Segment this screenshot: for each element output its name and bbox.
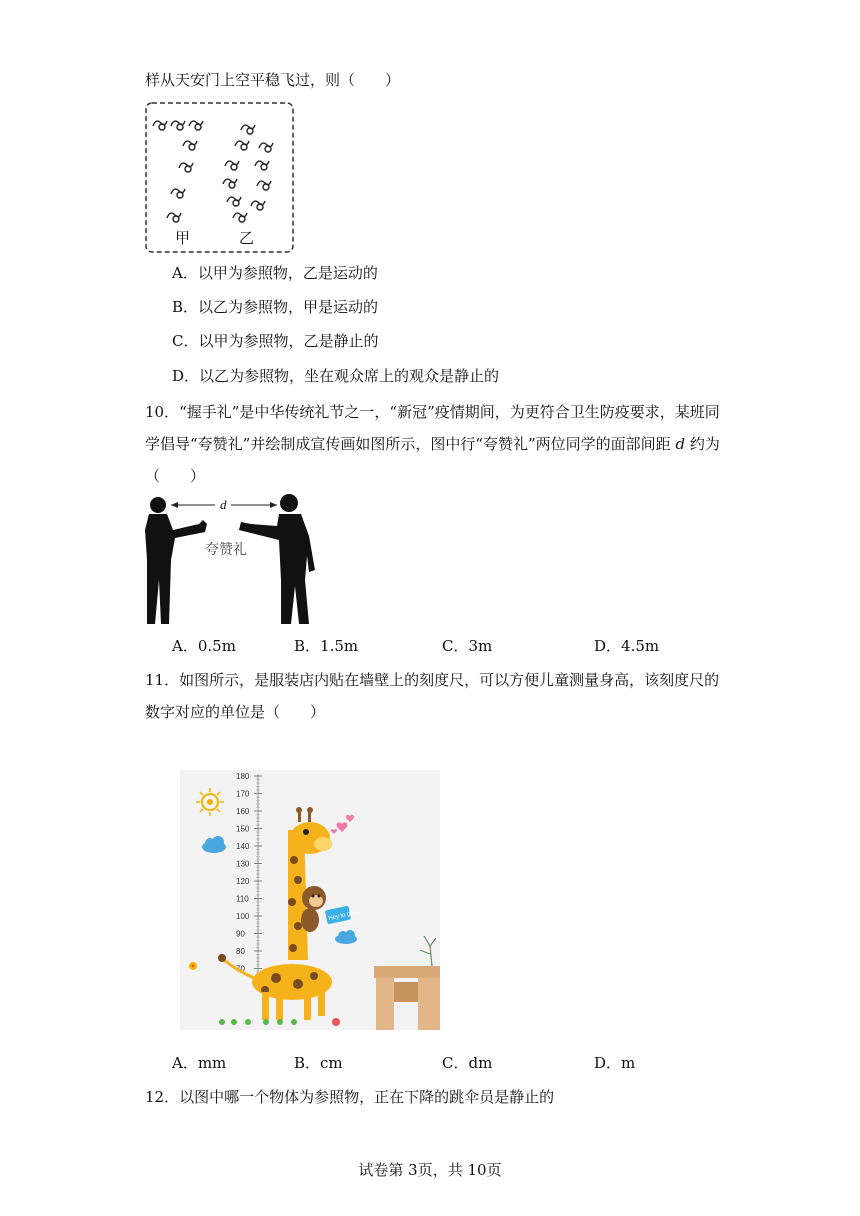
q10-d-label: d: [220, 497, 227, 512]
q10-caption: 夸赞礼: [205, 541, 247, 557]
q9-option-b: B．以乙为参照物，甲是运动的: [172, 298, 379, 316]
q10-line2-before: 学倡导“夸赞礼”并绘制成宣传画如图所示，图中行“夸赞礼”两位同学的面部间距: [145, 435, 671, 453]
ground-flower-icon: [332, 1018, 340, 1026]
q11-option-d: D．m: [594, 1054, 636, 1072]
airplane-icon: [171, 189, 185, 198]
q9-option-a: A．以甲为参照物，乙是运动的: [172, 264, 378, 282]
ruler-tick-label: 120: [236, 877, 250, 886]
q9-stem-tail: 样从天安门上空平稳飞过，则（ ）: [145, 71, 401, 89]
q10-line2-after: 约为: [689, 435, 720, 453]
q10-left-person: [145, 497, 207, 624]
airplane-icon: [255, 161, 269, 170]
q10-option-b: B．1.5m: [294, 637, 359, 655]
ruler-tick-label: 70: [236, 964, 245, 974]
q11-figure: [180, 770, 440, 1030]
airplane-icon: [223, 179, 237, 188]
q9-dashed-frame: [146, 103, 293, 252]
airplane-icon: [233, 213, 247, 222]
airplane-icon: [225, 161, 239, 170]
q12-line1: 12．以图中哪一个物体为参照物，正在下降的跳伞员是静止的: [145, 1088, 555, 1106]
q10-figure: [143, 490, 318, 628]
q11-option-a: A．mm: [172, 1054, 227, 1072]
q10-line2: [145, 434, 720, 454]
q10-right-person: [239, 494, 315, 624]
ruler-tick-label: 140: [236, 842, 250, 851]
q11-line1: 11．如图所示，是服装店内贴在墙壁上的刻度尺，可以方便儿童测量身高，该刻度尺的: [145, 671, 720, 689]
q10-line1: 10．“握手礼”是中华传统礼节之一，“新冠”疫情期间，为更符合卫生防疫要求，某班同: [145, 403, 720, 421]
airplane-icon: [183, 141, 197, 150]
grow-sign-text: Hey to grow: [328, 909, 361, 922]
ruler-tick-label: 150: [236, 824, 250, 834]
q10-option-c: C．3m: [442, 637, 493, 655]
q9-label-jia: 甲: [175, 230, 191, 247]
ruler-tick-label: 80: [236, 947, 245, 956]
airplane-icon: [171, 121, 185, 130]
ruler-tick-label: 160: [236, 807, 250, 816]
airplane-icon: [227, 197, 241, 206]
q11-option-c: C．dm: [442, 1054, 493, 1072]
q10-option-d: D．4.5m: [594, 637, 660, 655]
airplane-icon: [251, 201, 265, 210]
ruler-tick-label: 100: [236, 912, 250, 921]
airplane-icon: [235, 141, 249, 150]
q9-figure: [145, 102, 294, 253]
flower-icon: [189, 962, 197, 970]
q9-label-yi: 乙: [239, 230, 255, 247]
q11-line2: 数字对应的单位是（ ）: [145, 703, 326, 721]
q10-option-a: A．0.5m: [172, 637, 236, 655]
q11-option-b: B．cm: [294, 1054, 343, 1072]
airplane-icon: [153, 121, 167, 130]
airplane-icon: [241, 125, 255, 134]
airplane-icon: [189, 121, 203, 130]
q10-line3: （ ）: [145, 467, 206, 485]
airplane-icon: [179, 163, 193, 172]
ruler-tick-label: 130: [236, 859, 250, 869]
q10-var-d: d: [675, 435, 686, 453]
airplane-icon: [259, 143, 273, 152]
q9-option-c: C．以甲为参照物，乙是静止的: [172, 332, 379, 350]
ruler-tick-label: 170: [236, 789, 250, 799]
ruler-tick-label: 90: [236, 929, 245, 939]
q9-option-d: D．以乙为参照物，坐在观众席上的观众是静止的: [172, 367, 500, 385]
ruler-tick-label: 180: [236, 772, 250, 781]
ruler-tick-label: 110: [236, 894, 249, 904]
page-footer: 试卷第 3页，共 10页: [358, 1161, 502, 1179]
airplane-icon: [257, 181, 271, 190]
airplane-icon: [167, 213, 181, 222]
